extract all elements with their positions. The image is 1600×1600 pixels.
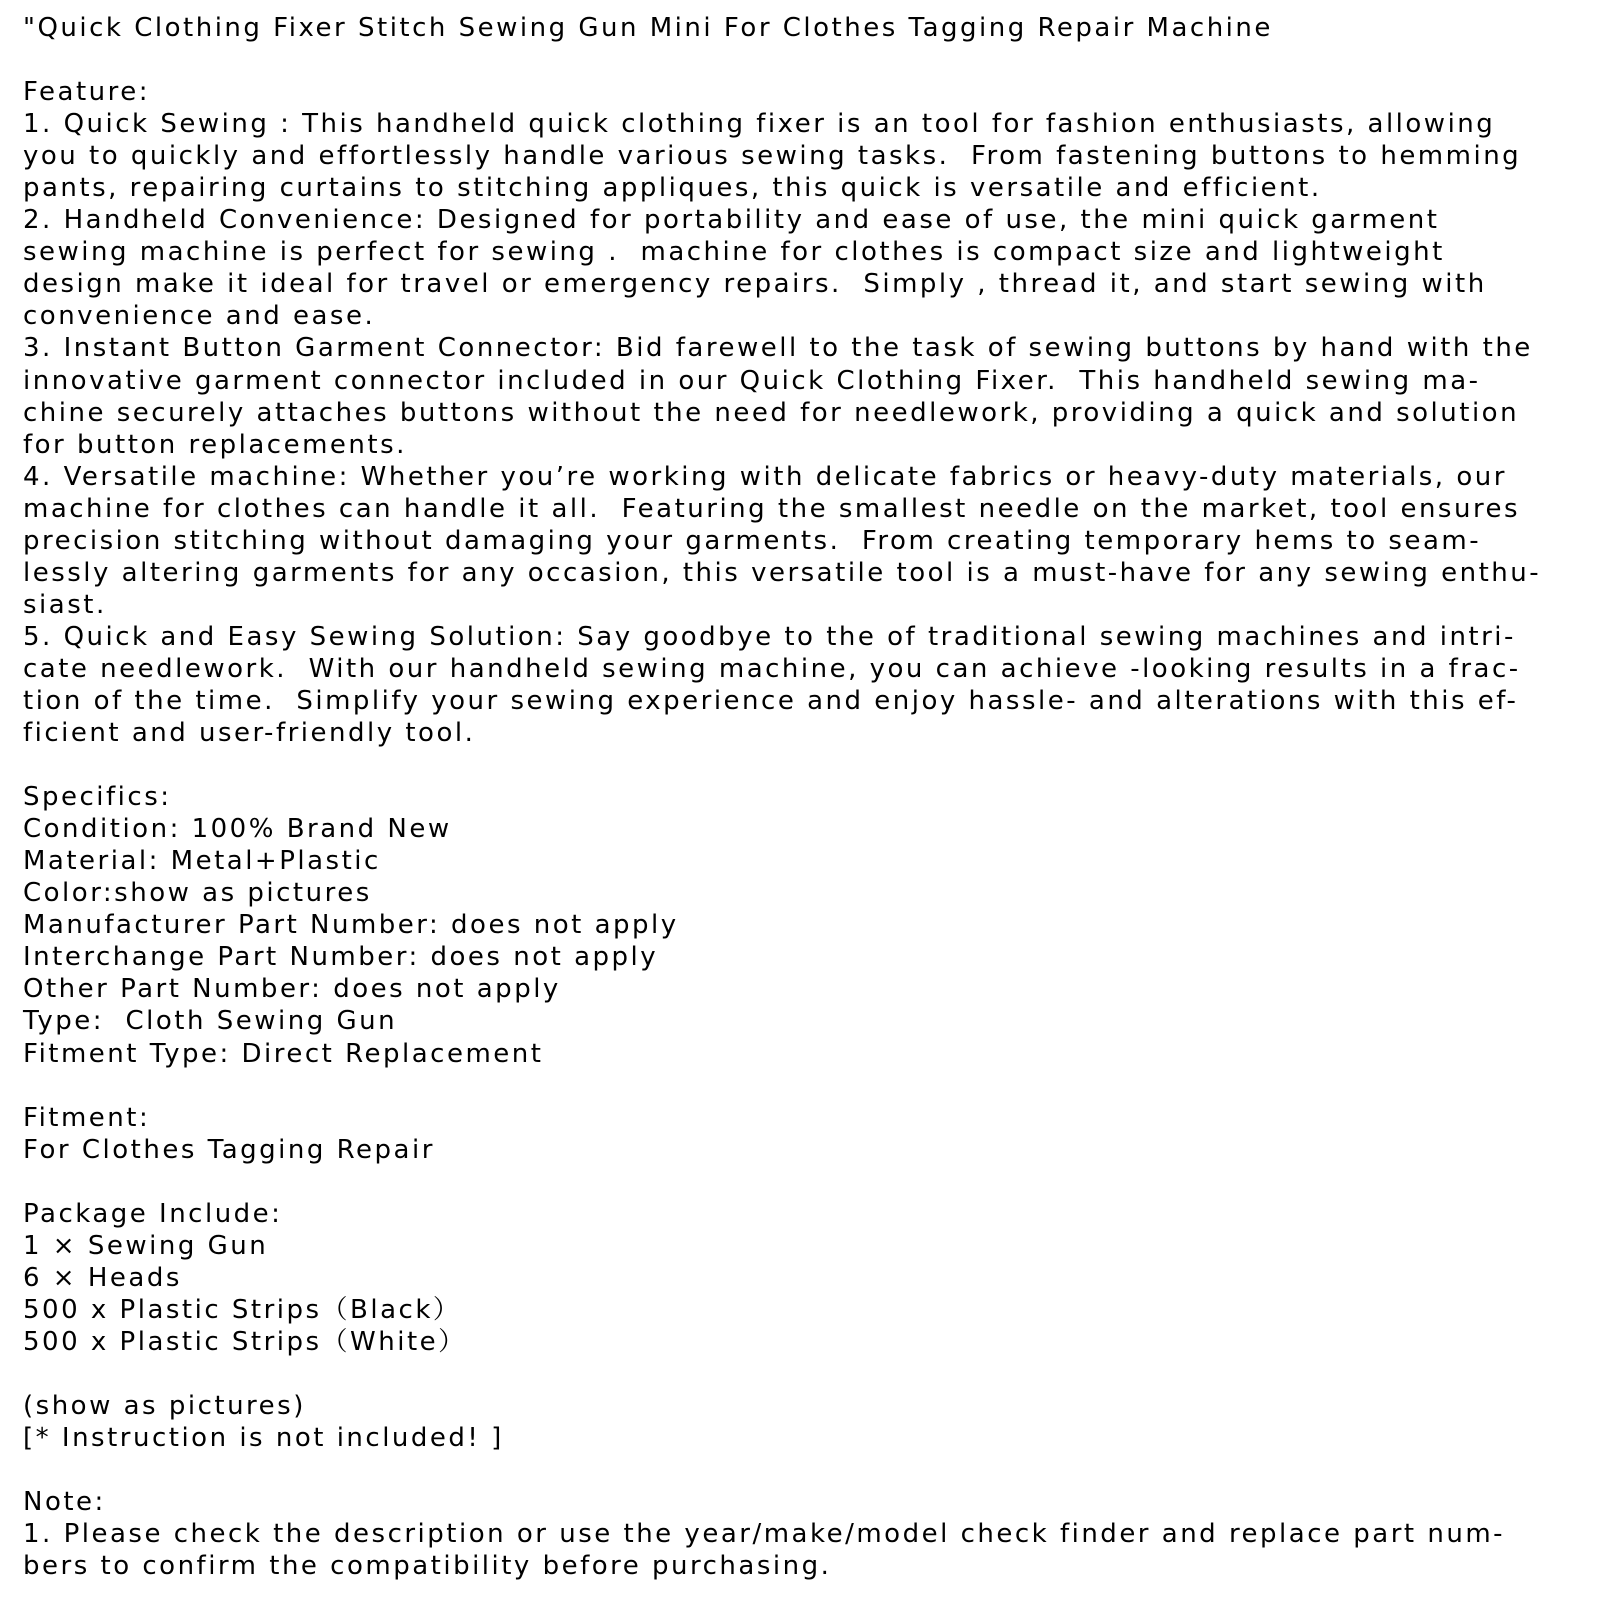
- extras-section: [23, 1390, 1583, 1454]
- spacer: [23, 1070, 1583, 1102]
- feature-line: cate needlework. With our handheld sewing machine, you can achieve -looking results in a frac-: [23, 653, 1521, 684]
- feature-line: sewing machine is perfect for sewing . machine for clothes is compact size and lightweight: [23, 237, 1445, 268]
- spacer: [23, 1166, 1583, 1198]
- specifics-line: Interchange Part Number: does not apply: [23, 942, 659, 973]
- note-section: [23, 1486, 1583, 1582]
- feature-line: lessly altering garments for any occasion, this versatile tool is a must-have for any sewing enthu-: [23, 557, 1542, 588]
- instruction-note: [* Instruction is not included! ]: [23, 1423, 504, 1454]
- fitment-section: [23, 1102, 1583, 1166]
- specifics-heading: Specifics:: [23, 782, 172, 813]
- package-heading: Package Include:: [23, 1198, 283, 1229]
- feature-line: you to quickly and effortlessly handle various sewing tasks. From fastening buttons to hemming: [23, 141, 1522, 172]
- feature-line: 3. Instant Button Garment Connector: Bid farewell to the task of sewing buttons by hand with the: [23, 333, 1533, 364]
- spacer: [23, 749, 1583, 781]
- feature-line: 5. Quick and Easy Sewing Solution: Say goodbye to the of traditional sewing machines and intri-: [23, 621, 1516, 652]
- feature-line: chine securely attaches buttons without the need for needlework, providing a quick and solution: [23, 397, 1520, 428]
- specifics-line: Condition: 100% Brand New: [23, 814, 452, 845]
- fitment-heading: Fitment:: [23, 1102, 151, 1133]
- feature-line: tion of the time. Simplify your sewing experience and enjoy hassle- and alterations with this ef-: [23, 685, 1519, 716]
- spacer: [23, 1454, 1583, 1486]
- feature-line: siast.: [23, 589, 107, 620]
- specifics-line: Type: Cloth Sewing Gun: [23, 1006, 398, 1037]
- note-line: bers to confirm the compatibility before purchasing.: [23, 1551, 832, 1582]
- package-item: 500 x Plastic Strips（Black）: [23, 1294, 462, 1325]
- package-item: 500 x Plastic Strips（White）: [23, 1326, 467, 1357]
- specifics-line: Other Part Number: does not apply: [23, 974, 561, 1005]
- specifics-section: [23, 781, 1583, 1069]
- specifics-line: Manufacturer Part Number: does not apply: [23, 910, 679, 941]
- feature-line: 1. Quick Sewing : This handheld quick clothing fixer is an tool for fashion enthusiasts, allowing: [23, 109, 1496, 140]
- feature-line: ficient and user-friendly tool.: [23, 718, 476, 749]
- feature-line: precision stitching without damaging your garments. From creating temporary hems to seam-: [23, 525, 1482, 556]
- note-line: 1. Please check the description or use the year/make/model check finder and replace part num-: [23, 1519, 1506, 1550]
- spacer: [23, 1358, 1583, 1390]
- feature-line: machine for clothes can handle it all. Featuring the smallest needle on the market, tool ensures: [23, 493, 1521, 524]
- feature-line: pants, repairing curtains to stitching appliques, this quick is versatile and efficient.: [23, 173, 1322, 204]
- feature-line: 2. Handheld Convenience: Designed for portability and ease of use, the mini quick garment: [23, 205, 1440, 236]
- show-as-pictures-note: (show as pictures): [23, 1391, 306, 1422]
- fitment-line: For Clothes Tagging Repair: [23, 1134, 435, 1165]
- product-description: [23, 12, 1583, 1582]
- package-item: 1 × Sewing Gun: [23, 1230, 269, 1261]
- note-heading: Note:: [23, 1487, 106, 1518]
- feature-line: convenience and ease.: [23, 301, 376, 332]
- specifics-line: Fitment Type: Direct Replacement: [23, 1038, 544, 1069]
- spacer: [23, 44, 1583, 76]
- package-item: 6 × Heads: [23, 1262, 182, 1293]
- specifics-line: Material: Metal+Plastic: [23, 846, 381, 877]
- specifics-line: Color:show as pictures: [23, 878, 372, 909]
- page-title: "Quick Clothing Fixer Stitch Sewing Gun Mini For Clothes Tagging Repair Machine: [23, 13, 1273, 43]
- feature-section: [23, 76, 1583, 749]
- feature-line: design make it ideal for travel or emergency repairs. Simply , thread it, and start sewing with: [23, 269, 1487, 300]
- feature-heading: Feature:: [23, 77, 151, 108]
- package-section: [23, 1198, 1583, 1358]
- feature-line: 4. Versatile machine: Whether you’re working with delicate fabrics or heavy-duty materials, our: [23, 461, 1507, 492]
- feature-line: for button replacements.: [23, 429, 407, 460]
- feature-line: innovative garment connector included in our Quick Clothing Fixer. This handheld sewing ma-: [23, 365, 1481, 396]
